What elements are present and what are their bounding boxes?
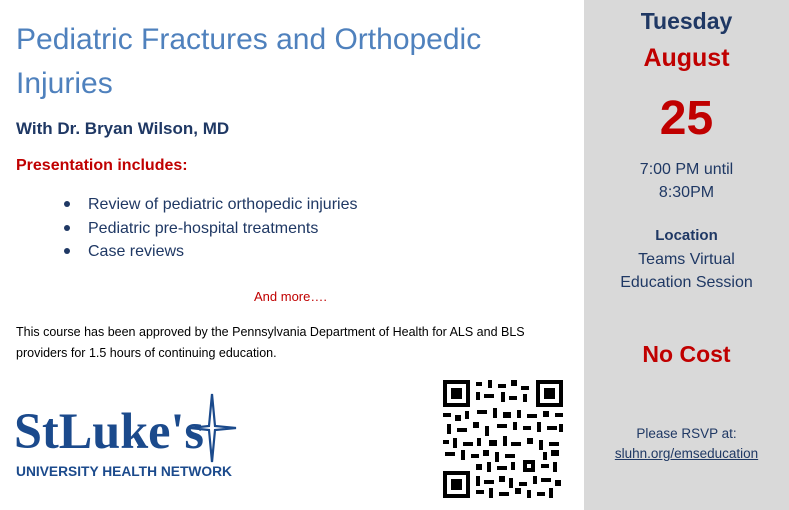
includes-heading: Presentation includes: [16,157,188,174]
bullet-icon [64,225,70,231]
bullet-icon [64,201,70,207]
cost-label: No Cost [642,341,731,367]
event-time [584,158,789,204]
event-time-start: 7:00 PM until [639,161,734,178]
list-item-text: Case reviews [88,243,185,260]
presenter-line: With Dr. Bryan Wilson, MD [16,119,230,138]
event-time-end: 8:30PM [658,184,715,201]
list-item [62,217,357,241]
location-value [584,248,789,294]
page-title: Pediatric Fractures and Orthopedic Injuries [16,23,482,100]
location-line: Education Session [620,274,753,291]
rsvp-link[interactable]: sluhn.org/emseducation [614,446,759,461]
location-line: Teams Virtual [638,251,735,268]
bullet-icon [64,248,70,254]
list-item [62,193,357,217]
event-month: August [643,44,730,72]
and-more-text: And more…. [254,289,327,304]
event-date: 25 [659,92,714,145]
list-item-text: Pediatric pre-hospital treatments [88,219,319,237]
rsvp-label: Please RSVP at: [636,426,737,441]
event-day: Tuesday [640,8,733,34]
logo-tagline: UNIVERSITY HEALTH NETWORK [16,464,233,479]
qr-code [443,380,563,498]
st-lukes-logo [14,392,238,482]
topic-list [62,193,357,264]
list-item-text: Review of pediatric orthopedic injuries [88,196,358,213]
event-details-panel [584,0,789,510]
list-item [62,240,357,264]
approval-statement: This course has been approved by the Pennsylvania Department of Health for ALS and BLS providers for 1.5 hours of continuing education. [16,325,525,360]
location-label: Location [655,227,718,244]
logo-wordmark: StLuke's [14,404,204,460]
